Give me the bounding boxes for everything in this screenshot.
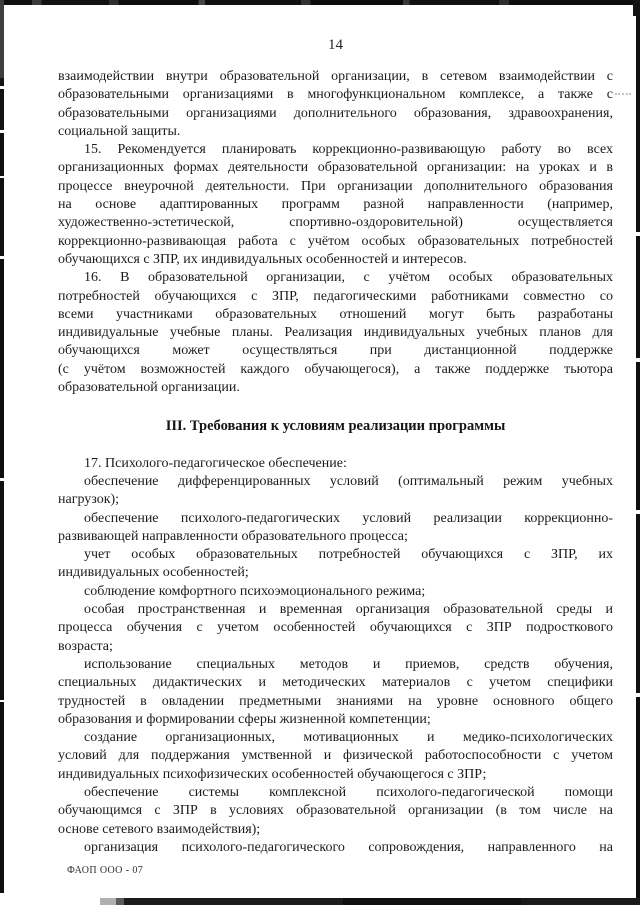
text-line: организационных формах деятельности образовательной организации: на уроках и в	[58, 160, 613, 176]
paragraph	[58, 68, 613, 141]
text-line: трудностей в овладении предметными знаниями на уровне основного общего	[58, 693, 613, 709]
footer-document-code: ФАОП ООО - 07	[67, 865, 144, 876]
paragraph	[58, 729, 613, 784]
text-line: индивидуальных особенностей;	[58, 565, 249, 581]
text-line: художественно-эстетической, спортивно-оздоровительной) осуществляется	[58, 215, 613, 231]
text-line: процессе внеурочной деятельности. При организации дополнительного образования	[58, 178, 613, 194]
scan-edge-bottom	[100, 898, 640, 905]
text-line: 15. Рекомендуется планировать коррекционно-развивающую работу во всех	[84, 142, 613, 158]
text-line: основе сетевого взаимодействия);	[58, 821, 261, 837]
paragraph	[58, 473, 613, 510]
scan-edge-right	[636, 0, 640, 905]
text-line: процесса обучения с учетом особенностей обучающихся с ЗПР подросткового	[58, 620, 613, 636]
text-line: образования и формировании сферы жизненной компетенции;	[58, 711, 431, 727]
text-line: условий для поддержания умственной и физической работоспособности с учетом	[58, 748, 613, 764]
text-line: обеспечение психолого-педагогических условий реализации коррекционно-	[84, 510, 613, 526]
page-number: 14	[328, 37, 343, 53]
paragraph	[58, 455, 613, 473]
text-line: образовательными организациями дополнительного образования, здравоохранения,	[58, 105, 613, 121]
section-heading: III. Требования к условиям реализации программы	[165, 418, 506, 435]
scan-edge-top	[0, 0, 640, 5]
text-line: образовательной организации.	[58, 380, 240, 396]
text-line: индивидуальные учебные планы. Реализация индивидуальных учебных планов для	[58, 325, 613, 341]
text-line: обеспечение дифференцированных условий (оптимальный режим учебных	[84, 473, 613, 489]
paragraph	[58, 656, 613, 729]
text-line: индивидуальных психофизических особенностей обучающегося с ЗПР;	[58, 766, 487, 782]
page-content	[58, 68, 613, 857]
paragraph	[58, 141, 613, 269]
text-line: обучающимся с ЗПР в условиях образовательной организации (в том числе на	[58, 803, 613, 819]
scan-artifact-dots	[615, 93, 631, 98]
text-line: организация психолого-педагогического сопровождения, направленного на	[84, 839, 613, 855]
text-line: обеспечение системы комплексной психолого-педагогической помощи	[84, 784, 613, 800]
text-line: специальных дидактических и методических материалов с учетом специфики	[58, 675, 613, 691]
text-line: соблюдение комфортного психоэмоционального режима;	[84, 583, 426, 599]
text-line: возраста;	[58, 638, 113, 654]
text-line: социальной защиты.	[58, 123, 181, 139]
text-line: всеми участниками образовательных отношений могут быть разработаны	[58, 306, 613, 322]
paragraph	[58, 784, 613, 839]
paragraph	[58, 269, 613, 397]
text-line: обучающихся может осуществляться при дистанционной поддержке	[58, 343, 613, 359]
text-line: развивающей направленности образовательного процесса;	[58, 528, 408, 544]
text-line: 16. В образовательной организации, с учётом особых образовательных	[84, 270, 613, 286]
text-line: особая пространственная и временная организация образовательной среды и	[84, 602, 613, 618]
paragraph	[58, 601, 613, 656]
text-line: коррекционно-развивающая работа с учётом особых образовательных потребностей	[58, 233, 613, 249]
paragraph	[58, 839, 613, 857]
scan-edge-left	[0, 0, 4, 893]
text-line: потребностей обучающихся с ЗПР, педагогическими работниками совместно со	[58, 288, 613, 304]
text-line: нагрузок);	[58, 492, 120, 508]
text-line: взаимодействии внутри образовательной организации, в сетевом взаимодействии с	[58, 69, 613, 84]
paragraph	[58, 546, 613, 583]
text-line: создание организационных, мотивационных и медико-психологических	[84, 730, 613, 746]
scan-corner-mark	[633, 0, 640, 16]
text-line: учет особых образовательных потребностей обучающихся с ЗПР, их	[84, 547, 613, 563]
paragraph	[58, 583, 613, 601]
paragraph	[58, 510, 613, 547]
text-line: образовательными организациями в многофункциональном комплексе, а также с	[58, 87, 613, 103]
text-line: на основе адаптированных программ разной направленности (например,	[58, 197, 613, 213]
text-line: (с учётом возможностей каждого обучающегося), а также поддержке тьютора	[58, 361, 613, 377]
text-line: использование специальных методов и приемов, средств обучения,	[84, 656, 613, 672]
text-line: 17. Психолого-педагогическое обеспечение:	[84, 455, 347, 471]
text-line: обучающихся с ЗПР, их индивидуальных особенностей и интересов.	[58, 251, 467, 267]
